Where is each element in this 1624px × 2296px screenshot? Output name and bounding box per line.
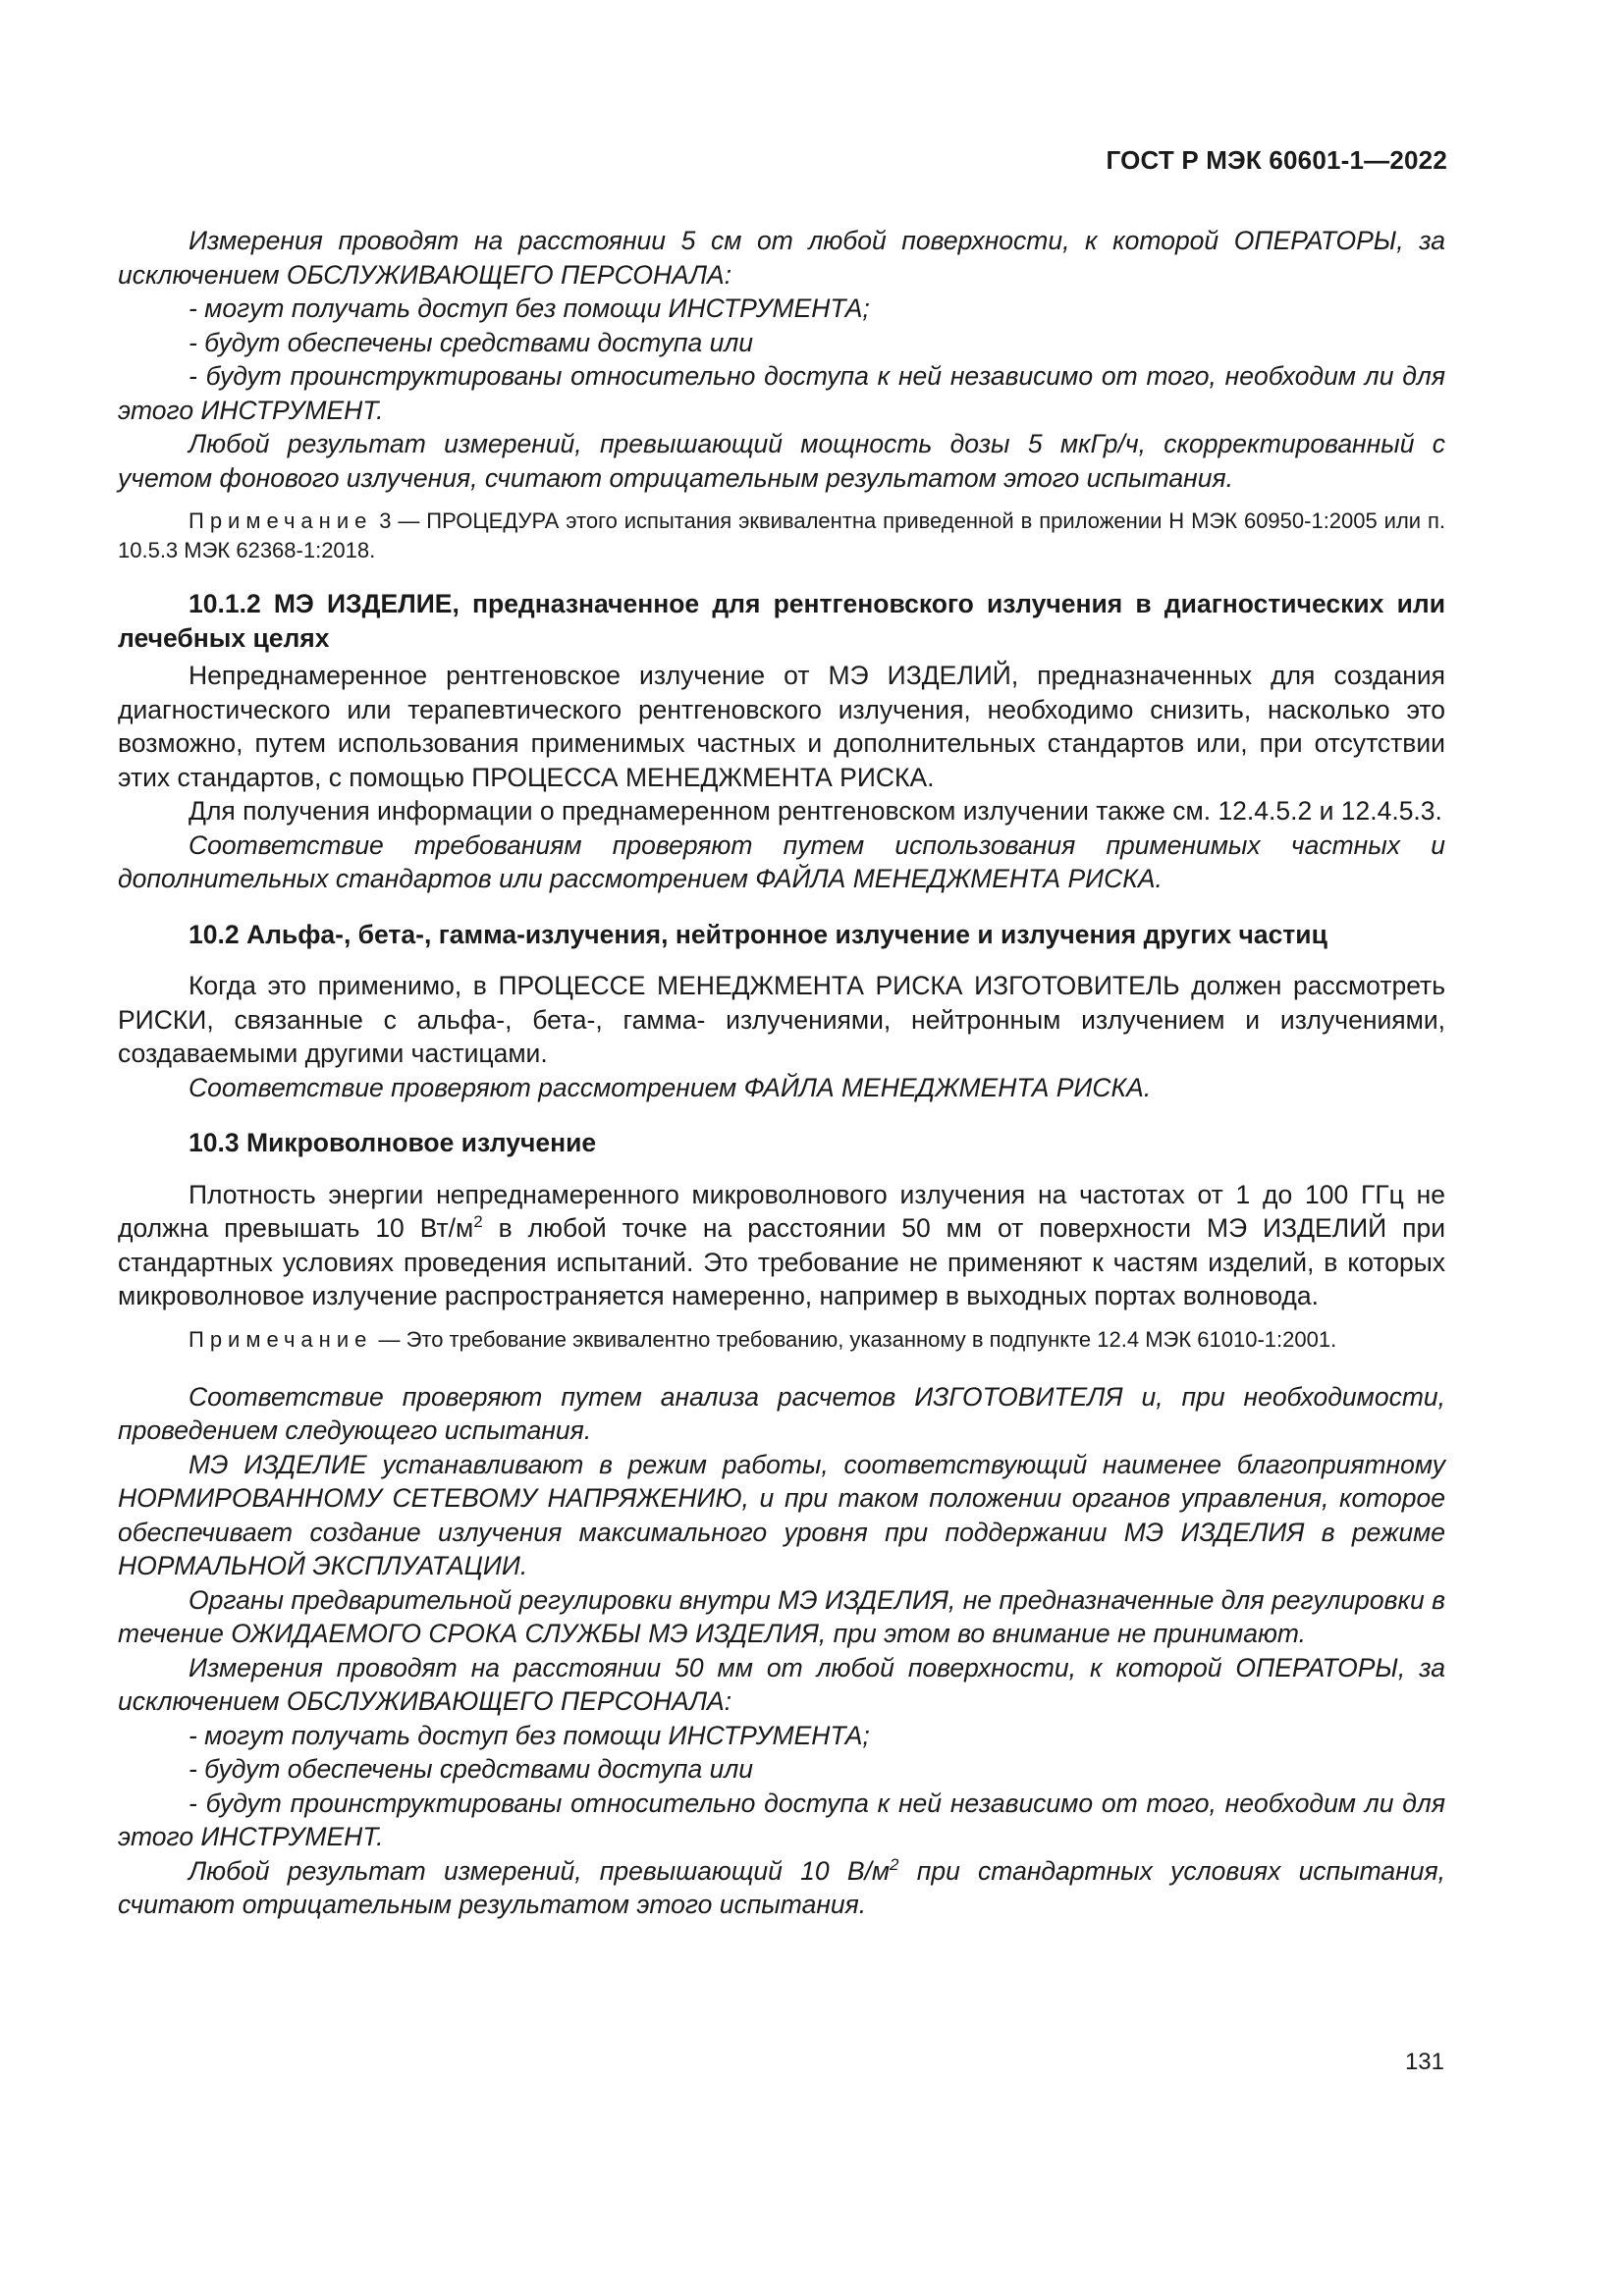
section-heading: 10.3 Микроволновое излучение: [189, 1128, 597, 1157]
text-run: Плотность энергии непреднамеренного микроволнового излучения на частотах от 1 до 100 ГГц не должна превышать 10 Вт/м: [118, 1179, 1445, 1243]
paragraph: Органы предварительной регулировки внутри МЭ ИЗДЕЛИЯ, не предназначенные для регулировки в течение ОЖИДАЕМОГО СРОКА СЛУЖБЫ МЭ ИЗДЕЛИЯ, при этом во внимание не принимают.: [118, 1584, 1445, 1648]
note-text: — Это требование эквивалентно требованию, указанному в подпункте 12.4 МЭК 61010-1:2001.: [372, 1326, 1337, 1352]
list-item: - будут проинструктированы относительно доступа к ней независимо от того, необходим ли для этого ИНСТРУМЕНТ.: [118, 1788, 1445, 1851]
paragraph: Соответствие проверяют рассмотрением ФАЙЛА МЕНЕДЖМЕНТА РИСКА.: [189, 1072, 1152, 1102]
paragraph: Соответствие проверяют путем анализа расчетов ИЗГОТОВИТЕЛЯ и, при необходимости, проведением следующего испытания.: [118, 1381, 1445, 1445]
paragraph: Непреднамеренное рентгеновское излучение от МЭ ИЗДЕЛИЙ, предназначенных для создания диагностического или терапевтического рентгеновского излучения, необходимо снизить, насколько это возможно, путем использования применимых частных и дополнительных стандартов или, при отсутствии этих стандартов, с помощью ПРОЦЕССА МЕНЕДЖМЕНТА РИСКА.: [118, 661, 1445, 792]
list-item: - могут получать доступ без помощи ИНСТРУМЕНТА;: [189, 1720, 870, 1750]
text-run: при стандартных условиях испытания, считают отрицательным результатом этого испытания.: [118, 1855, 1445, 1919]
paragraph: [118, 1178, 1445, 1313]
note-text: 3 — ПРОЦЕДУРА этого испытания эквивалентна приведенной в приложении H МЭК 60950-1:2005 или п. 10.5.3 МЭК 62368-1:2018.: [118, 508, 1445, 562]
paragraph: МЭ ИЗДЕЛИЕ устанавливают в режим работы, соответствующий наименее благоприятному НОРМИРОВАННОМУ СЕТЕВОМУ НАПРЯЖЕНИЮ, и при таком положении органов управления, которое обеспечивает создание излучения максимального уровня при поддержании МЭ ИЗДЕЛИЯ в режиме НОРМАЛЬНОЙ ЭКСПЛУАТАЦИИ.: [118, 1449, 1445, 1580]
section-heading: 10.2 Альфа-, бета-, гамма-излучения, нейтронное излучение и излучения других частиц: [189, 919, 1327, 949]
list-item: - будут обеспечены средствами доступа или: [189, 327, 754, 357]
page-number: 131: [1404, 2049, 1444, 2075]
spacer: [118, 1366, 1445, 1380]
text-run: в любой точке на расстоянии 50 мм от поверхности МЭ ИЗДЕЛИЙ при стандартных условиях проведения испытаний. Это требование не применяют к частям изделий, в которых микроволновое излучение распространяется намеренно, например в выходных портах волновода.: [118, 1213, 1445, 1310]
list-item: - будут проинструктированы относительно доступа к ней независимо от того, необходим ли для этого ИНСТРУМЕНТ.: [118, 361, 1445, 425]
paragraph: [118, 1854, 1445, 1922]
document-id-header: ГОСТ Р МЭК 60601-1—2022: [1106, 145, 1447, 175]
note-label: Примечание: [189, 508, 373, 533]
list-item: - могут получать доступ без помощи ИНСТРУМЕНТА;: [189, 294, 870, 323]
paragraph: Любой результат измерений, превышающий мощность дозы 5 мкГр/ч, скорректированный с учетом фонового излучения, считают отрицательным результатом этого испытания.: [118, 429, 1445, 493]
page-content: [118, 224, 1445, 1922]
paragraph: Измерения проводят на расстоянии 5 см от любой поверхности, к которой ОПЕРАТОРЫ, за исключением ОБСЛУЖИВАЮЩЕГО ПЕРСОНАЛА:: [118, 226, 1445, 290]
paragraph: Соответствие требованиям проверяют путем использования применимых частных и дополнительных стандартов или рассмотрением ФАЙЛА МЕНЕДЖМЕНТА РИСКА.: [118, 829, 1445, 893]
paragraph: Для получения информации о преднамеренном рентгеновском излучении также см. 12.4.5.2 и 12.4.5.3.: [189, 796, 1442, 826]
note: [118, 1325, 1445, 1355]
superscript: 2: [473, 1212, 483, 1231]
paragraph: Когда это применимо, в ПРОЦЕССЕ МЕНЕДЖМЕНТА РИСКА ИЗГОТОВИТЕЛЬ должен рассмотреть РИСКИ, связанные с альфа-, бета-, гамма- излучениями, нейтронным излучением и излучениями, создаваемыми другими частицами.: [118, 971, 1445, 1068]
section-heading: 10.1.2 МЭ ИЗДЕЛИЕ, предназначенное для рентгеновского излучения в диагностических или лечебных целях: [118, 589, 1445, 653]
superscript: 2: [890, 1854, 899, 1874]
note-label: Примечание: [189, 1326, 373, 1352]
spacer: [118, 955, 1445, 969]
spacer: [118, 1164, 1445, 1178]
note: [118, 507, 1445, 565]
list-item: - будут обеспечены средствами доступа или: [189, 1754, 754, 1784]
paragraph: Измерения проводят на расстоянии 50 мм от любой поверхности, к которой ОПЕРАТОРЫ, за исключением ОБСЛУЖИВАЮЩЕГО ПЕРСОНАЛА:: [118, 1652, 1445, 1716]
text-run: Любой результат измерений, превышающий 10 В/м: [189, 1855, 891, 1886]
